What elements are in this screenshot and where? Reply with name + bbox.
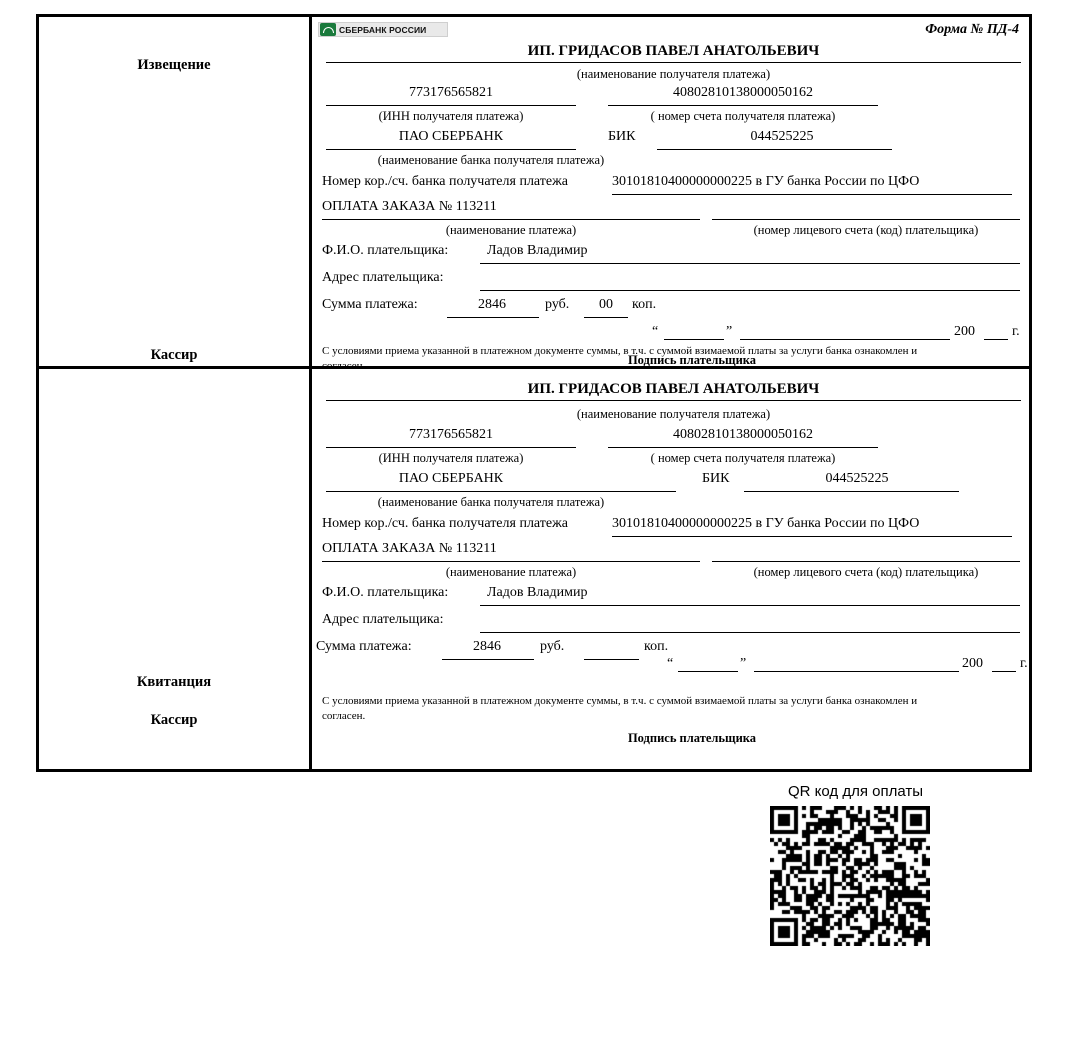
- receipt-account-value: 40802810138000050162: [673, 427, 813, 442]
- receipt-corr-account-label: Номер кор./сч. банка получателя платежа: [322, 516, 568, 531]
- receipt-payer-address-underline: [480, 632, 1020, 633]
- sberbank-logo: [318, 22, 448, 37]
- receipt-sum-value: 2846: [473, 639, 501, 654]
- receipt-year-underline: [992, 671, 1016, 672]
- notice-left-column: [39, 17, 312, 366]
- receipt-payer-name-underline: [480, 605, 1020, 606]
- signature-label: Подпись плательщика: [627, 353, 757, 367]
- receipt-bank-name-value: ПАО СБЕРБАНК: [398, 471, 504, 486]
- receipt-terms-text: С условиями приема указанной в платежном документе суммы, в т.ч. с суммой взимаемой платы за услуги банка ознакомлен и согласен.: [322, 695, 918, 722]
- date-quote-close: ”: [726, 324, 733, 339]
- payment-name-caption: (наименование платежа): [445, 223, 577, 237]
- receipt-label: Квитанция: [136, 674, 212, 690]
- receipt-date-quote-close: ”: [740, 656, 747, 671]
- receipt-account-caption: ( номер счета получателя платежа): [650, 451, 836, 465]
- notice-label: Извещение: [137, 57, 211, 73]
- year-underline: [984, 339, 1008, 340]
- sberbank-mark-icon: [320, 23, 336, 36]
- account-value: 40802810138000050162: [673, 85, 813, 100]
- receipt-signature-label: Подпись плательщика: [627, 731, 757, 745]
- month-underline: [740, 339, 950, 340]
- kop-underline: [584, 317, 628, 318]
- year-prefix: 200: [954, 324, 975, 339]
- sum-label: Сумма платежа:: [322, 297, 418, 312]
- account-underline: [608, 105, 878, 106]
- payment-form: [36, 14, 1032, 772]
- receipt-payer-name-value: Ладов Владимир: [487, 585, 588, 600]
- bik-underline: [657, 149, 892, 150]
- receipt-sum-label: Сумма платежа:: [316, 639, 412, 654]
- payer-address-label: Адрес плательщика:: [322, 270, 444, 285]
- sberbank-logo-text: СБЕРБАНК РОССИИ: [339, 24, 427, 35]
- rub-label: руб.: [545, 297, 570, 312]
- receipt-bik-label: БИК: [702, 471, 730, 486]
- receipt-corr-account-value: 30101810400000000225 в ГУ банка России по ЦФО: [612, 516, 920, 531]
- receiver-name-caption: (наименование получателя платежа): [576, 67, 771, 81]
- receipt-date-quote-open: “: [667, 656, 674, 671]
- inn-underline: [326, 105, 576, 106]
- receipt-bank-name-underline: [326, 491, 676, 492]
- receipt-payment-name-value: ОПЛАТА ЗАКАЗА № 113211: [322, 541, 497, 556]
- receipt-rub-label: руб.: [540, 639, 565, 654]
- sum-underline: [447, 317, 539, 318]
- receipt-personal-account-underline: [712, 561, 1020, 562]
- payment-name-underline: [322, 219, 700, 220]
- receipt-year-prefix: 200: [962, 656, 983, 671]
- receipt-payment-name-caption: (наименование платежа): [445, 565, 577, 579]
- receipt-bik-value: 044525225: [825, 471, 889, 486]
- corr-account-underline: [612, 194, 1012, 195]
- receipt-payer-address-label: Адрес плательщика:: [322, 612, 444, 627]
- receipt-right-column: [312, 369, 1029, 769]
- receipt-inn-caption: (ИНН получателя платежа): [378, 451, 524, 465]
- bank-name-value: ПАО СБЕРБАНК: [398, 129, 504, 144]
- bik-label: БИК: [608, 129, 636, 144]
- inn-value: 773176565821: [409, 85, 493, 100]
- qr-code-title: QR код для оплаты: [788, 783, 924, 800]
- receipt-personal-account-caption: (номер лицевого счета (код) плательщика): [753, 565, 979, 579]
- receipt-account-underline: [608, 447, 878, 448]
- receipt-section: [39, 369, 1029, 769]
- corr-account-label: Номер кор./сч. банка получателя платежа: [322, 174, 568, 189]
- qr-code[interactable]: [770, 806, 930, 946]
- receipt-left-column: [39, 369, 312, 769]
- personal-account-underline: [712, 219, 1020, 220]
- terms-text: С условиями приема указанной в платежном документе суммы, в т.ч. с суммой взимаемой платы за услуги банка ознакомлен и согласен.: [322, 345, 918, 372]
- inn-caption: (ИНН получателя платежа): [378, 109, 524, 123]
- payment-name-value: ОПЛАТА ЗАКАЗА № 113211: [322, 199, 497, 214]
- year-suffix: г.: [1012, 324, 1020, 339]
- receipt-year-suffix: г.: [1020, 656, 1028, 671]
- personal-account-caption: (номер лицевого счета (код) плательщика): [753, 223, 979, 237]
- notice-right-column: [312, 17, 1029, 372]
- receipt-kop-label: коп.: [644, 639, 669, 654]
- payer-name-value: Ладов Владимир: [487, 243, 588, 258]
- receipt-cashier-label: Кассир: [150, 712, 198, 728]
- receipt-sum-underline: [442, 659, 534, 660]
- payer-name-label: Ф.И.О. плательщика:: [322, 243, 449, 258]
- receipt-inn-value: 773176565821: [409, 427, 493, 442]
- account-caption: ( номер счета получателя платежа): [650, 109, 836, 123]
- receipt-corr-account-underline: [612, 536, 1012, 537]
- payer-name-underline: [480, 263, 1020, 264]
- receipt-receiver-name-caption: (наименование получателя платежа): [576, 407, 771, 421]
- kop-value: 00: [599, 297, 613, 312]
- form-number: Форма № ПД-4: [925, 22, 1019, 37]
- receiver-name: ИП. ГРИДАСОВ ПАВЕЛ АНАТОЛЬЕВИЧ: [326, 43, 1021, 63]
- date-quote-open: “: [652, 324, 659, 339]
- receipt-payment-name-underline: [322, 561, 700, 562]
- receipt-payer-name-label: Ф.И.О. плательщика:: [322, 585, 449, 600]
- receipt-bik-underline: [744, 491, 959, 492]
- payer-address-underline: [480, 290, 1020, 291]
- bank-name-underline: [326, 149, 576, 150]
- receipt-inn-underline: [326, 447, 576, 448]
- sum-value: 2846: [478, 297, 506, 312]
- receipt-month-underline: [754, 671, 959, 672]
- receipt-receiver-name: ИП. ГРИДАСОВ ПАВЕЛ АНАТОЛЬЕВИЧ: [326, 381, 1021, 401]
- receipt-bank-name-caption: (наименование банка получателя платежа): [377, 495, 605, 509]
- bank-name-caption: (наименование банка получателя платежа): [377, 153, 605, 167]
- notice-cashier-label: Кассир: [150, 347, 198, 363]
- day-underline: [664, 339, 724, 340]
- notice-section: [39, 17, 1029, 372]
- kop-label: коп.: [632, 297, 657, 312]
- receipt-day-underline: [678, 671, 738, 672]
- bik-value: 044525225: [750, 129, 814, 144]
- receipt-kop-underline: [584, 659, 639, 660]
- corr-account-value: 30101810400000000225 в ГУ банка России по ЦФО: [612, 174, 920, 189]
